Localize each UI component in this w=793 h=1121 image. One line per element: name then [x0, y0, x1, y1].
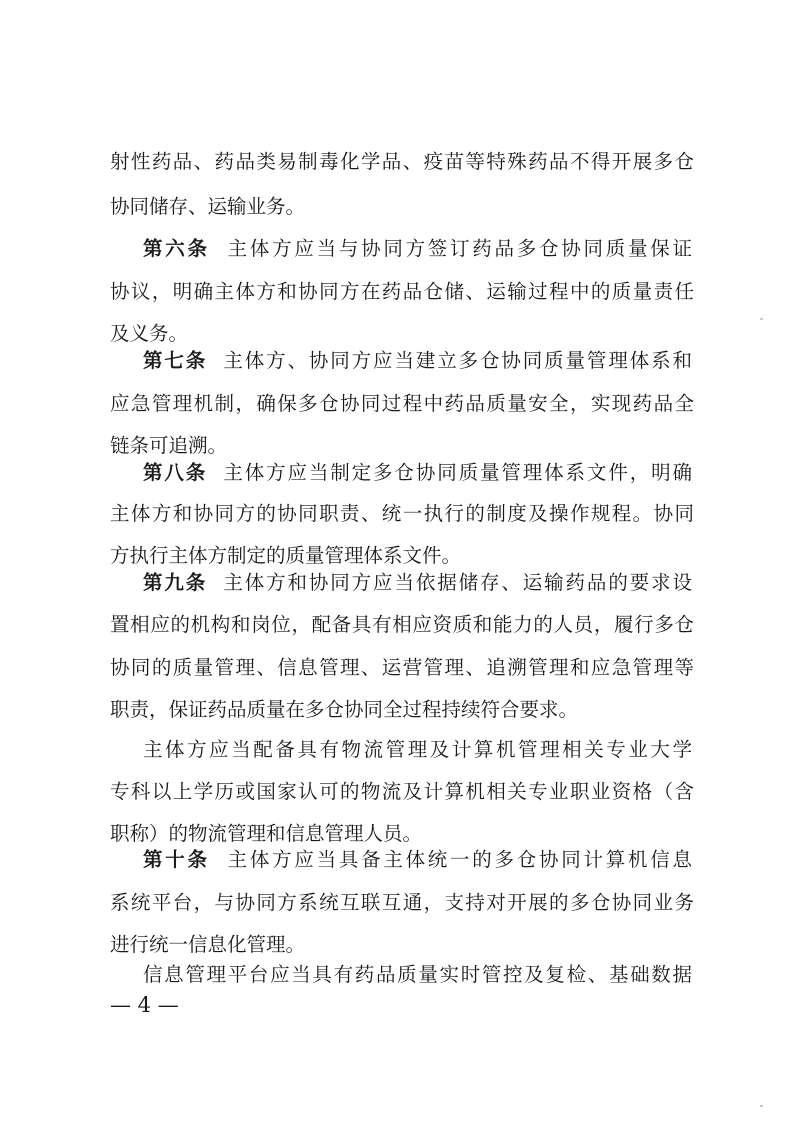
text-line-content [110, 145, 695, 179]
line-text: 进行统一信息化管理。 [110, 933, 306, 956]
text-line [143, 344, 733, 378]
text-line [143, 232, 733, 266]
line-text: 及义务。 [110, 322, 189, 345]
scan-speck [760, 318, 763, 320]
page-number: — 4 — [110, 993, 179, 1017]
text-line-content [143, 566, 694, 600]
text-line-content [110, 693, 578, 727]
scan-speck [760, 1105, 763, 1107]
line-text: 职称）的物流管理和信息管理人员。 [110, 822, 423, 845]
text-line-content [143, 344, 694, 378]
line-text: 主体方、协同方应当建立多仓协同质量管理体系和 [207, 349, 694, 372]
text-line-content [143, 456, 694, 490]
line-text: 方执行主体方制定的质量管理体系文件。 [110, 544, 462, 567]
text-line [110, 651, 733, 685]
article-heading: 第八条 [143, 461, 208, 484]
text-line-content [110, 886, 695, 920]
text-line [110, 275, 733, 309]
line-text: 协同的质量管理、信息管理、运营管理、追溯管理和应急管理等 [110, 656, 696, 679]
text-line [110, 928, 733, 962]
text-line-content [110, 928, 305, 962]
text-line-content [143, 232, 695, 266]
text-line [143, 456, 733, 490]
text-line [110, 886, 733, 920]
line-text: 应急管理机制，确保多仓协同过程中药品质量安全，实现药品全 [110, 392, 696, 415]
text-line-content [110, 275, 695, 309]
text-line-content [110, 497, 695, 531]
text-line [110, 608, 733, 642]
line-text: 链条可追溯。 [110, 434, 228, 457]
line-text: 主体方应当具备主体统一的多仓协同计算机信息 [209, 848, 695, 871]
line-text: 主体方和协同方的协同职责、统一执行的制度及操作规程。协同 [110, 502, 696, 525]
text-line [143, 958, 733, 992]
text-line [143, 733, 733, 767]
line-text: 主体方应当与协同方签订药品多仓协同质量保证 [209, 237, 695, 260]
text-line [110, 190, 733, 224]
line-text: 主体方应当配备具有物流管理及计算机管理相关专业大学 [143, 738, 695, 761]
text-line-content [110, 608, 695, 642]
article-heading: 第十条 [143, 848, 210, 871]
text-line [143, 566, 733, 600]
line-text: 协议，明确主体方和协同方在药品仓储、运输过程中的质量责任 [110, 280, 696, 303]
article-heading: 第六条 [143, 237, 210, 260]
text-line [110, 775, 733, 809]
line-text: 系统平台，与协同方系统互联互通，支持对开展的多仓协同业务 [110, 891, 696, 914]
text-line-content [143, 958, 694, 992]
text-line [110, 387, 733, 421]
line-text: 职责，保证药品质量在多仓协同全过程持续符合要求。 [110, 698, 579, 721]
line-text: 专科以上学历或国家认可的物流及计算机相关专业职业资格（含 [110, 780, 696, 803]
text-line [143, 843, 733, 877]
text-line [110, 145, 733, 179]
article-heading: 第七条 [143, 349, 208, 372]
line-text: 信息管理平台应当具有药品质量实时管控及复检、基础数据 [143, 963, 694, 986]
line-text: 射性药品、药品类易制毒化学品、疫苗等特殊药品不得开展多仓 [110, 150, 696, 173]
text-line-content [110, 651, 695, 685]
text-line-content [110, 775, 695, 809]
article-heading: 第九条 [143, 571, 208, 594]
text-line-content [143, 843, 695, 877]
text-line-content [143, 733, 695, 767]
line-text: 主体方应当制定多仓协同质量管理体系文件，明确 [207, 461, 694, 484]
text-line-content [110, 190, 305, 224]
text-line [110, 497, 733, 531]
line-text: 主体方和协同方应当依据储存、运输药品的要求设 [207, 571, 694, 594]
text-line [110, 693, 733, 727]
line-text: 协同储存、运输业务。 [110, 195, 306, 218]
text-line-content [110, 387, 695, 421]
line-text: 置相应的机构和岗位，配备具有相应资质和能力的人员，履行多仓 [110, 613, 695, 636]
